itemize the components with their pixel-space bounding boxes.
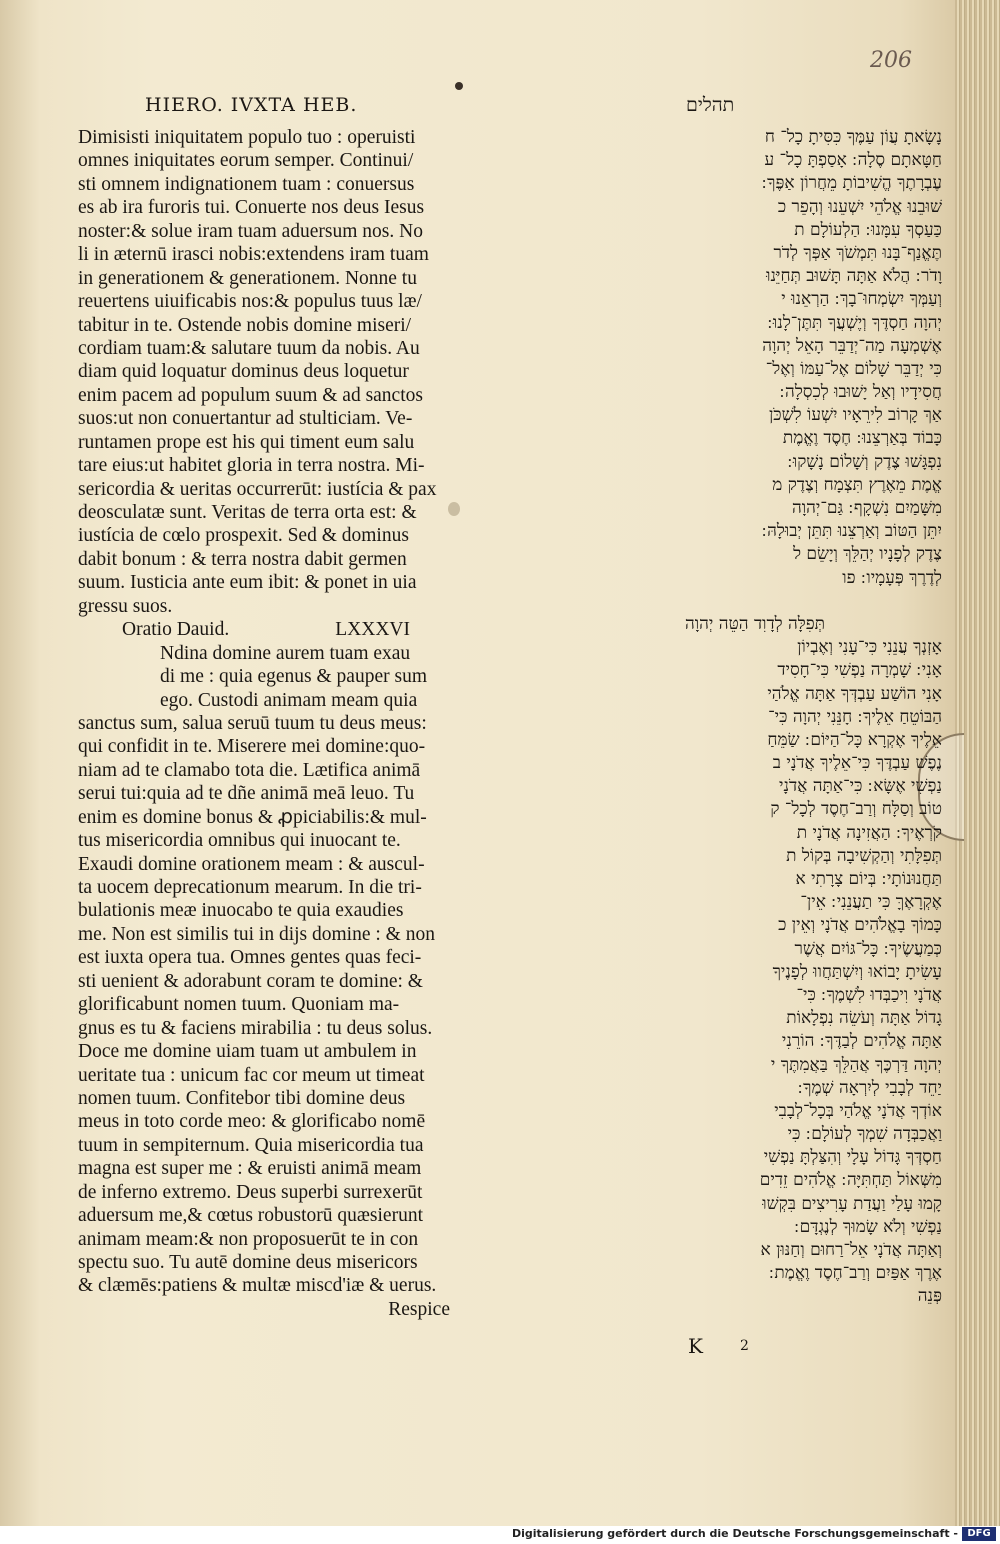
- hebrew-line: תְּפִלָּתִי וְהַקְשִׁיבָה בְּקוֹל ת: [786, 845, 942, 866]
- latin-line: tus misericordia omnibus qui inuocant te.: [78, 830, 401, 852]
- latin-line: sti uenient & adorabunt coram te domine: &: [78, 970, 423, 992]
- hebrew-line: נֶפֶשׁ עַבְדֶּךָ כִּי־אֵלֶיךָ אֲדֹנָי ב: [772, 753, 942, 774]
- running-header-hebrew: תהלים: [686, 94, 735, 116]
- hebrew-line: עֶבְרָתֶךָ הֱשִׁיבוֹתָ מֵחֲרוֹן אַפֶּךָ ׃: [761, 173, 942, 194]
- latin-line: enim es domine bonus & ꝓpiciabilis:& mul-: [78, 806, 427, 828]
- latin-line: me. Non est similis tui in dijs domine : & non: [78, 923, 435, 945]
- latin-line: ta uocem deprecationum mearum. In die tri-: [78, 877, 422, 898]
- hebrew-line: מִשָּׁמַיִם נִשְׁקָף ׃ גַּם־יְהוָה: [791, 498, 942, 518]
- hebrew-line: אוֹדְךָ אֲדֹנָי אֱלֹהַי בְּכָל־לְבָבִי: [774, 1100, 942, 1121]
- hebrew-line: שׁוּבֵנוּ אֱלֹהֵי יִשְׁעֵנוּ וְהָפֵר כ: [777, 196, 942, 217]
- hebrew-line: אֱמֶת מֵאֶרֶץ תִּצְמָח וְצֶדֶק מ: [772, 474, 942, 495]
- hebrew-line: אָזְנְךָ עֲנֵנִי כִּי־עָנִי וְאֶבְיוֹן: [797, 637, 942, 658]
- latin-line: gressu suos.: [78, 595, 173, 617]
- latin-line: sanctus sum, salua seruū tuum tu deus meus:: [78, 712, 427, 734]
- hebrew-line: תְּפִלָּה לְדָוִד הַטֵּה יְהוָה: [684, 613, 826, 634]
- catchword: Respice: [388, 1298, 450, 1320]
- hebrew-line: וַאֲכַבְּדָה שִׁמְךָ לְעוֹלָם ׃ כִּי: [787, 1124, 942, 1145]
- latin-line: tare eius:ut habitet gloria in terra nostra. Mi-: [78, 455, 425, 477]
- latin-line: Exaudi domine orationem meam : & auscul-: [78, 853, 425, 875]
- signature-number: 2: [740, 1338, 749, 1354]
- latin-line: ego. Custodi animam meam quia: [160, 689, 418, 711]
- hebrew-line: קָמוּ עָלַי וַעֲדַת עָרִיצִים בִּקְשׁוּ: [762, 1193, 942, 1214]
- psalm-title-text: Oratio Dauid.: [122, 619, 230, 641]
- hebrew-line: חַסְדְּךָ גָּדוֹל עָלָי וְהִצַּלְתָּ נַפְשִׁי: [763, 1147, 942, 1168]
- hebrew-column: [568, 126, 942, 1309]
- latin-line: Dimisisti iniquitatem populo tuo : operuisti: [78, 127, 416, 148]
- hebrew-line: וְעַמְּךָ יִשְׂמְחוּ־בָךְ ׃ הַרְאֵנוּ י: [781, 289, 942, 310]
- hebrew-line: קֹרְאֶיךָ ׃ הַאֲזִינָה אֲדֹנָי ת: [796, 822, 942, 843]
- hebrew-line: תַּחֲנוּנוֹתָי ׃ בְּיוֹם צָרָתִי א: [795, 869, 942, 889]
- latin-line: spectu suo. Tu autē domine deus misericors: [78, 1252, 418, 1273]
- hebrew-line: כָּבוֹד בְּאַרְצֵנוּ ׃ חֶסֶד וֶאֱמֶת: [782, 428, 942, 449]
- latin-line: li in æternū irasci nobis:extendens iram tuam: [78, 244, 429, 266]
- latin-line: qui confidit in te. Miserere mei domine:quo-: [78, 736, 426, 758]
- latin-line: noster:& solue iram tuam aduersum nos. No: [78, 220, 423, 242]
- hebrew-line: לְדֶרֶךְ פְּעָמָיו ׃ פו: [842, 567, 942, 588]
- latin-line: magna est super me : & eruisti animā meam: [78, 1158, 422, 1180]
- dropcap-space: [78, 660, 150, 730]
- latin-line: sti omnem indignationem tuam : conuersus: [78, 173, 415, 195]
- latin-line: deosculatæ sunt. Veritas de terra orta est: &: [78, 502, 417, 523]
- hebrew-line: כָּמוֹךָ בָאֱלֹהִים אֲדֹנָי וְאֵין כ: [778, 915, 942, 936]
- hebrew-line: יִתֵּן הַטּוֹב וְאַרְצֵנוּ תִּתֵּן יְבוּלָהּ ׃: [761, 521, 942, 542]
- hebrew-line: כְּמַעֲשֶׂיךָ ׃ כָּל־גּוֹיִם אֲשֶׁר: [794, 938, 942, 959]
- hebrew-line: הַבּוֹטֵחַ אֵלֶיךָ ׃ חָנֵּנִי יְהוָה כִּי־: [768, 706, 942, 727]
- latin-line: ueritate tua : unicum fac cor meum ut timeat: [78, 1064, 425, 1086]
- hebrew-line: יְהוָה דַּרְכֶּךָ אֲהַלֵּךְ בַּאֲמִתֶּךָ י: [770, 1054, 942, 1075]
- running-header-latin: HIERO. IVXTA HEB.: [145, 94, 358, 116]
- latin-line: es ab ira furoris tui. Conuerte nos deus Iesus: [78, 197, 425, 219]
- hebrew-line: אַךְ קָרוֹב לִירֵאָיו יִשְׁעוֹ לִשְׁכֹּן: [768, 405, 942, 426]
- latin-line: suos:ut non conuertantur ad stulticiam. Ve-: [78, 408, 413, 430]
- ink-dot: [455, 82, 463, 90]
- latin-line: de inferno extremo. Deus superbi surrexerūt: [78, 1181, 423, 1203]
- latin-line: diam quid loquatur dominus deus loquetur: [78, 361, 409, 383]
- latin-line: tuum in sempiternum. Quia misericordia tua: [78, 1134, 424, 1156]
- latin-line: iustícia de cœlo prospexit. Sed & dominus: [78, 525, 409, 547]
- hebrew-line: אֵלֶיךָ אֶקְרָא כָּל־הַיּוֹם ׃ שַׂמֵּחַ: [767, 729, 942, 750]
- hebrew-line: וְאַתָּה אֲדֹנָי אֵל־רַחוּם וְחַנּוּן א: [760, 1240, 942, 1260]
- latin-line: Ndina domine aurem tuam exau: [160, 642, 411, 664]
- hebrew-line: נַפְשִׁי וְלֹא שָׂמוּךָ לְנֶגְדָּם ׃: [794, 1216, 942, 1237]
- hebrew-line: גָדוֹל אַתָּה וְעֹשֵׂה נִפְלָאוֹת: [786, 1008, 942, 1029]
- hebrew-line: וָדֹר ׃ הֲלֹא אַתָּה תָּשׁוּב תְּחַיֵּנוּ: [766, 266, 942, 287]
- latin-line: bulationis meæ inuocabo te quia exaudies: [78, 900, 404, 922]
- hebrew-line: כַּעַסְךָ עִמָּנוּ ׃ הַלְעוֹלָם ת: [794, 219, 942, 240]
- hebrew-line: חֲסִידָיו וְאַל יָשׁוּבוּ לְכִסְלָה ׃: [779, 382, 942, 403]
- signature-mark: K: [688, 1334, 703, 1358]
- hebrew-line: אֶקְרָאֶךָּ כִּי תַעֲנֵנִי ׃ אֵין־: [800, 892, 942, 913]
- latin-line: est iuxta opera tua. Omnes gentes quas feci-: [78, 947, 422, 969]
- hebrew-line: תֶּאֱנַף־בָּנוּ תִּמְשֹׁךְ אַפְּךָ לְדֹר: [773, 242, 942, 263]
- hebrew-line: נַפְשִׁי אֶשָּׂא ׃ כִּי־אַתָּה אֲדֹנָי: [779, 776, 942, 797]
- hebrew-line: אֲדֹנָי וִיכַבְּדוּ לִשְׁמֶךָ ׃ כִּי־: [796, 984, 942, 1005]
- hebrew-line: יְהוָה חַסְדֶּךָ וְיֶשְׁעֲךָ תִּתֶּן־לָנוּ ׃: [767, 312, 942, 333]
- latin-line: reuertens uiuificabis nos:& populus tuus læ/: [78, 291, 422, 313]
- hebrew-line: [568, 590, 942, 613]
- latin-line: cordiam tuam:& salutare tuum da nobis. Au: [78, 337, 420, 359]
- latin-line: aduersum me,& cœtus robustorū quæsierunt: [78, 1205, 423, 1227]
- hebrew-line: אָנִי ׃ שָׁמְרָה נַפְשִׁי כִּי־חָסִיד: [777, 660, 942, 681]
- latin-line: dabit bonum : & terra nostra dabit germen: [78, 548, 407, 570]
- hebrew-line: אֶשְׁמְעָה מַה־יְדַבֵּר הָאֵל יְהוָה: [762, 335, 942, 356]
- latin-line: suum. Iusticia ante eum ibit: & ponet in uia: [78, 572, 417, 594]
- latin-line: gnus es tu & faciens mirabilia : tu deus solus.: [78, 1017, 433, 1039]
- hebrew-line: אֶרֶךְ אַפַּיִם וְרַב־חֶסֶד וֶאֱמֶת ׃: [769, 1263, 942, 1284]
- hebrew-line: מִשְּׁאוֹל תַּחְתִּיָּה ׃ אֱלֹהִים זֵדִים: [759, 1170, 942, 1191]
- latin-line: animam meam:& non proposuerūt te in con: [78, 1228, 419, 1250]
- hebrew-line: יַחֵד לְבָבִי לְיִרְאָה שְׁמֶךָ ׃: [797, 1077, 942, 1098]
- hebrew-line: צֶדֶק לְפָנָיו יְהַלֵּךְ וְיָשֵׂם ל: [793, 544, 942, 565]
- funding-notice: Digitalisierung gefördert durch die Deutsche Forschungsgemeinschaft -: [511, 1527, 958, 1540]
- hebrew-line: פְּנֵה: [917, 1286, 942, 1307]
- hebrew-line: חַטָּאתָם סֶלָה ׃ אָסַפְתָּ כָל־ ע: [764, 150, 942, 171]
- latin-line: & clæmēs:patiens & multæ miscd'iæ & uerus.: [78, 1275, 437, 1297]
- dfg-logo: DFG: [962, 1527, 996, 1541]
- latin-line: runtamen prope est his qui timent eum salu: [78, 431, 415, 453]
- latin-line: nomen tuum. Confitebor tibi domine deus: [78, 1087, 406, 1109]
- latin-line: di me : quia egenus & pauper sum: [160, 666, 427, 688]
- psalm-title: [78, 618, 450, 641]
- latin-line: glorificabunt nomen tuum. Quoniam ma-: [78, 994, 400, 1016]
- latin-line: sericordia & ueritas occurrerūt: iustícia & pax: [78, 478, 437, 500]
- latin-line: niam ad te clamabo tota die. Lætifica animā: [78, 759, 421, 781]
- psalm-number: LXXXVI: [335, 619, 410, 641]
- latin-line: enim pacem ad populum suum & ad sanctos: [78, 384, 423, 406]
- hebrew-line: אָנִי הוֹשַׁע עַבְדְּךָ אַתָּה אֱלֹהַי: [767, 683, 942, 704]
- hebrew-line: אַתָּה אֱלֹהִים לְבַדֶּךָ ׃ הוֹרֵנִי: [781, 1031, 942, 1052]
- hebrew-line: כִּי יְדַבֵּר שָׁלוֹם אֶל־עַמּוֹ וְאֶל־: [765, 358, 942, 379]
- latin-line: serui tui:quia ad te dñe animā meā leuo. Tu: [78, 783, 415, 805]
- latin-line: tabitur in te. Ostende nobis domine miseri/: [78, 314, 412, 336]
- hebrew-line: טוֹב וְסַלָּח וְרַב־חֶסֶד לְכָל־ ק: [770, 799, 942, 820]
- hebrew-line: נִפְגָּשׁוּ צֶדֶק וְשָׁלוֹם נָשָׁקוּ ׃: [787, 451, 942, 472]
- latin-line: omnes iniquitates eorum semper. Continui/: [78, 150, 414, 172]
- folio-number: 206: [870, 48, 912, 73]
- latin-line: Doce me domine uiam tuam ut ambulem in: [78, 1041, 417, 1063]
- latin-line: meus in toto corde meo: & glorificabo nomē: [78, 1111, 426, 1133]
- latin-line: in generationem & generationem. Nonne tu: [78, 267, 417, 289]
- hebrew-line: נָשָׂאתָ עֲוֹן עַמֶּךָ כִּסִּיתָ כָל־ ח: [764, 127, 942, 147]
- hebrew-line: עָשִׂיתָ יָבוֹאוּ וְיִשְׁתַּחֲווּ לְפָנֶיךָ: [772, 961, 942, 982]
